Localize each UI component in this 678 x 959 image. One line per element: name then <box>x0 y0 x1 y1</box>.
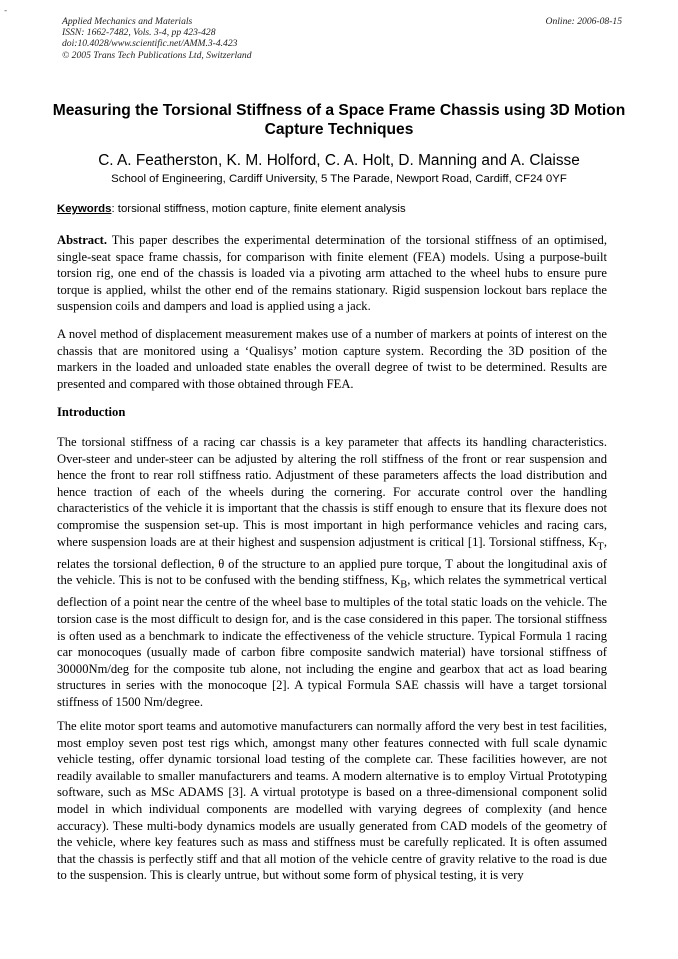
intro1-text-b: , relates the torsional deflection, θ of the structure to an applied pure torque, T about the longitudinal axis of the vehicle. This is not to be confused with the bending stiffness, K <box>57 534 607 588</box>
online-date: Online: 2006-08-15 <box>545 16 622 27</box>
corner-mark: - <box>4 6 8 16</box>
affiliation: School of Engineering, Cardiff University, 5 The Parade, Newport Road, Cardiff, CF24 0YF <box>111 173 567 185</box>
subscript-b: B <box>400 579 408 591</box>
keywords-label: Keywords <box>57 203 112 215</box>
publication-header <box>62 16 622 61</box>
author-list: C. A. Featherston, K. M. Holford, C. A. Holt, D. Manning and A. Claisse <box>98 152 580 169</box>
abstract-label: Abstract. <box>57 233 108 247</box>
section-heading-introduction: Introduction <box>57 405 126 419</box>
intro1-text-a: The torsional stiffness of a racing car chassis is a key parameter that affects its handling characteristics. Over-steer and under-steer can be adjusted by altering the roll stiffness of the front or rear suspension and hence the front to rear roll stiffness ratio. Adjustment of these parameters affects the load distribution and hence traction of each of the wheels during the cornering. For accurate control over the handling characteristics of the vehicle it is important that the chassis is stiff enough to ensure that its flexure does not compromise the suspension set-up. This is most important in high performance vehicles and racing cars, where suspension loads are at their highest and suspension adjustment is critical [1]. Torsional stiffness, K <box>57 435 607 549</box>
doi-line: doi:10.4028/www.scientific.net/AMM.3-4.423 <box>62 38 238 50</box>
keywords-line <box>57 202 617 216</box>
citation-block <box>62 16 622 61</box>
issn-line: ISSN: 1662-7482, Vols. 3-4, pp 423-428 <box>62 27 216 39</box>
journal-name: Applied Mechanics and Materials <box>62 16 193 27</box>
abstract-text: This paper describes the experimental determination of the torsional stiffness of an optimised, single-seat space frame chassis, for comparison with finite element (FEA) models. Using a purpose-built torsion rig, one end of the chassis is loaded via a pivoting arm attached to the wheel hubs to ensure pure torque is applied, whilst the other end of the remains stationary. Rigid suspension lockout bars replace the suspension coils and dampers and load is applied using a jack. <box>57 233 607 314</box>
keywords-text: : torsional stiffness, motion capture, finite element analysis <box>111 203 406 215</box>
abstract-paragraph <box>57 232 607 315</box>
abstract-paragraph-2: A novel method of displacement measurement makes use of a number of markers at points of interest on the chassis that are monitored using a ‘Qualisys’ motion capture system. Recording the 3D position of the markers in the loaded and unloaded state enables the overall degree of twist to be determined. Results are presented and compared with those obtained through FEA. <box>57 327 607 391</box>
introduction-paragraph-1 <box>57 434 607 711</box>
intro1-text-c: , which relates the symmetrical vertical deflection of a point near the centre of the wheel base to multiples of the total static loads on the vehicle. The torsion case is the most difficult to design for, and is the case considered in this paper. The torsional stiffness is often used as a benchmark to indicate the effectiveness of the vehicle structure. Typical Formula 1 racing car monocoques (usually made of carbon fibre composite sandwich material) have torsional stiffness of 30000Nm/deg for the composite tub alone, not including the engine and gearbox that act as load bearing structures in series with the monocoque [2]. A typical Formula SAE chassis will have a target torsional stiffness of 1500 Nm/degree. <box>57 573 607 709</box>
subscript-t: T <box>597 541 604 553</box>
copyright-line: © 2005 Trans Tech Publications Ltd, Switzerland <box>62 49 252 61</box>
introduction-paragraph-2: The elite motor sport teams and automotive manufacturers can normally afford the very best in test facilities, most employ seven post test rigs which, amongst many other features connected with full scale dynamic vehicle testing, offer dynamic torsional load testing of the complete car. These facilities however, are not readily available to smaller manufacturers and teams. A modern alternative is to employ Virtual Prototyping software, such as MSc ADAMS [3]. A virtual prototype is based on a three-dimensional component solid model in which individual components are modelled with varying degrees of complexity (and hence accuracy). These multi-body dynamics models are usually generated from CAD models of the geometry of the vehicle, where key features such as mass and stiffness must be carefully replicated. It is often assumed that the chassis is perfectly stiff and that all motion of the vehicle centre of gravity relative to the road is due to the suspension. This is clearly untrue, but without some form of physical testing, it is very <box>57 719 607 883</box>
paper-title: Measuring the Torsional Stiffness of a Space Frame Chassis using 3D Motion Capture Techniques <box>52 102 626 138</box>
